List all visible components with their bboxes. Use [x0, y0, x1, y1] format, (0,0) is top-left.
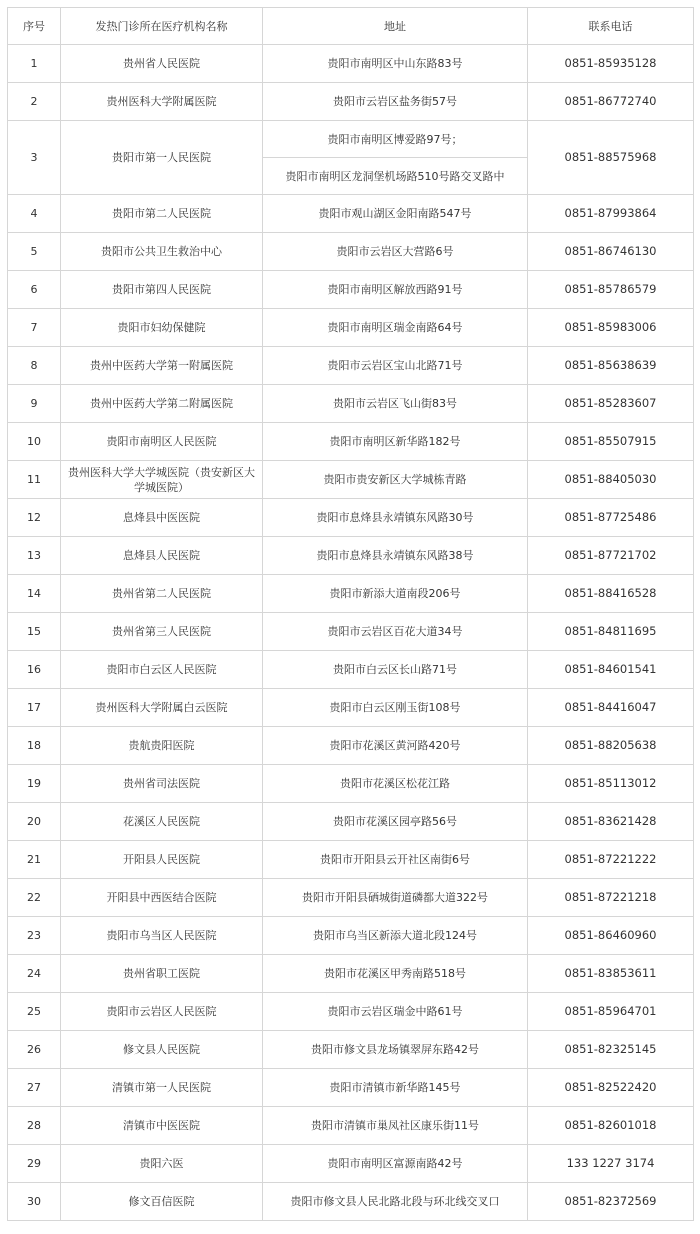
table-row — [8, 689, 694, 727]
row-serial-number: 2 — [8, 83, 61, 121]
row-serial-number: 25 — [8, 993, 61, 1031]
row-serial-number: 3 — [8, 121, 61, 195]
row-serial-number: 5 — [8, 233, 61, 271]
row-hospital-name: 贵阳市乌当区人民医院 — [61, 917, 263, 955]
row-address: 贵阳市清镇市新华路145号 — [263, 1069, 528, 1107]
table-row — [8, 613, 694, 651]
row-hospital-name: 贵州医科大学附属白云医院 — [61, 689, 263, 727]
table-row — [8, 1031, 694, 1069]
row-hospital-name: 贵州省第二人民医院 — [61, 575, 263, 613]
row-hospital-name: 贵州医科大学附属医院 — [61, 83, 263, 121]
row-serial-number: 10 — [8, 423, 61, 461]
table-row — [8, 461, 694, 499]
row-phone: 0851-88416528 — [528, 575, 694, 613]
row-phone: 0851-87993864 — [528, 195, 694, 233]
table-row — [8, 83, 694, 121]
row-address: 贵阳市云岩区宝山北路71号 — [263, 347, 528, 385]
row-serial-number: 9 — [8, 385, 61, 423]
row-address: 贵阳市云岩区盐务街57号 — [263, 83, 528, 121]
row-address: 贵阳市南明区博爱路97号； — [263, 121, 528, 158]
row-hospital-name: 贵阳市南明区人民医院 — [61, 423, 263, 461]
row-phone: 0851-85983006 — [528, 309, 694, 347]
row-serial-number: 8 — [8, 347, 61, 385]
row-serial-number: 17 — [8, 689, 61, 727]
table-row — [8, 651, 694, 689]
table-row — [8, 423, 694, 461]
row-address: 贵阳市观山湖区金阳南路547号 — [263, 195, 528, 233]
row-phone: 0851-82325145 — [528, 1031, 694, 1069]
row-hospital-name: 息烽县人民医院 — [61, 537, 263, 575]
table-row — [8, 1145, 694, 1183]
row-serial-number: 28 — [8, 1107, 61, 1145]
row-hospital-name: 贵州医科大学大学城医院（贵安新区大学城医院） — [61, 461, 263, 499]
table-row — [8, 993, 694, 1031]
header-phone: 联系电话 — [528, 8, 694, 45]
table-row — [8, 121, 694, 158]
row-address: 贵阳市息烽县永靖镇东风路38号 — [263, 537, 528, 575]
row-address: 贵阳市白云区刚玉街108号 — [263, 689, 528, 727]
row-serial-number: 23 — [8, 917, 61, 955]
row-address: 贵阳市息烽县永靖镇东风路30号 — [263, 499, 528, 537]
row-hospital-name: 开阳县中西医结合医院 — [61, 879, 263, 917]
table-row — [8, 385, 694, 423]
row-serial-number: 24 — [8, 955, 61, 993]
row-serial-number: 21 — [8, 841, 61, 879]
row-serial-number: 30 — [8, 1183, 61, 1221]
row-hospital-name: 开阳县人民医院 — [61, 841, 263, 879]
row-serial-number: 19 — [8, 765, 61, 803]
row-hospital-name: 清镇市第一人民医院 — [61, 1069, 263, 1107]
row-address: 贵阳市开阳县硒城街道磷都大道322号 — [263, 879, 528, 917]
table-row — [8, 765, 694, 803]
row-phone: 0851-85113012 — [528, 765, 694, 803]
table-row — [8, 499, 694, 537]
row-address: 贵阳市南明区富源南路42号 — [263, 1145, 528, 1183]
row-address: 贵阳市白云区长山路71号 — [263, 651, 528, 689]
row-address: 贵阳市清镇市巢凤社区康乐街11号 — [263, 1107, 528, 1145]
table-row — [8, 575, 694, 613]
row-serial-number: 1 — [8, 45, 61, 83]
row-address: 贵阳市南明区新华路182号 — [263, 423, 528, 461]
table-row — [8, 917, 694, 955]
row-serial-number: 6 — [8, 271, 61, 309]
table-row — [8, 1069, 694, 1107]
fever-clinic-table — [7, 7, 694, 1221]
row-serial-number: 18 — [8, 727, 61, 765]
row-hospital-name: 贵州中医药大学第一附属医院 — [61, 347, 263, 385]
row-address: 贵阳市南明区解放西路91号 — [263, 271, 528, 309]
header-hospital-name: 发热门诊所在医疗机构名称 — [61, 8, 263, 45]
row-hospital-name: 贵阳市第二人民医院 — [61, 195, 263, 233]
table-row — [8, 347, 694, 385]
row-phone: 0851-88575968 — [528, 121, 694, 195]
row-address: 贵阳市云岩区飞山街83号 — [263, 385, 528, 423]
row-hospital-name: 贵阳市妇幼保健院 — [61, 309, 263, 347]
table-row — [8, 1107, 694, 1145]
row-address: 贵阳市花溪区黄河路420号 — [263, 727, 528, 765]
row-hospital-name: 贵阳市第一人民医院 — [61, 121, 263, 195]
row-phone: 0851-84416047 — [528, 689, 694, 727]
row-hospital-name: 花溪区人民医院 — [61, 803, 263, 841]
header-address: 地址 — [263, 8, 528, 45]
table-row — [8, 727, 694, 765]
row-hospital-name: 贵阳市第四人民医院 — [61, 271, 263, 309]
row-hospital-name: 贵州省人民医院 — [61, 45, 263, 83]
row-phone: 0851-86772740 — [528, 83, 694, 121]
row-address: 贵阳市修文县人民北路北段与环北线交叉口 — [263, 1183, 528, 1221]
row-address: 贵阳市乌当区新添大道北段124号 — [263, 917, 528, 955]
table-row — [8, 195, 694, 233]
row-phone: 0851-87721702 — [528, 537, 694, 575]
row-address: 贵阳市南明区龙洞堡机场路510号路交叉路中 — [263, 158, 528, 195]
row-hospital-name: 贵州省第三人民医院 — [61, 613, 263, 651]
row-hospital-name: 贵阳市白云区人民医院 — [61, 651, 263, 689]
row-phone: 0851-85283607 — [528, 385, 694, 423]
row-serial-number: 20 — [8, 803, 61, 841]
row-serial-number: 22 — [8, 879, 61, 917]
table-row — [8, 955, 694, 993]
row-phone: 0851-83621428 — [528, 803, 694, 841]
row-phone: 133 1227 3174 — [528, 1145, 694, 1183]
table-body — [8, 45, 694, 1221]
row-phone: 0851-87725486 — [528, 499, 694, 537]
fever-clinic-table-container — [7, 7, 693, 1221]
row-address: 贵阳市南明区瑞金南路64号 — [263, 309, 528, 347]
row-address: 贵阳市云岩区百花大道34号 — [263, 613, 528, 651]
row-serial-number: 16 — [8, 651, 61, 689]
row-phone: 0851-85507915 — [528, 423, 694, 461]
table-row — [8, 537, 694, 575]
row-address: 贵阳市花溪区甲秀南路518号 — [263, 955, 528, 993]
row-serial-number: 26 — [8, 1031, 61, 1069]
row-hospital-name: 贵州中医药大学第二附属医院 — [61, 385, 263, 423]
header-serial-number: 序号 — [8, 8, 61, 45]
row-hospital-name: 贵州省司法医院 — [61, 765, 263, 803]
row-phone: 0851-84601541 — [528, 651, 694, 689]
table-header-row — [8, 8, 694, 45]
row-serial-number: 12 — [8, 499, 61, 537]
row-hospital-name: 贵航贵阳医院 — [61, 727, 263, 765]
row-phone: 0851-82522420 — [528, 1069, 694, 1107]
row-phone: 0851-85786579 — [528, 271, 694, 309]
row-serial-number: 7 — [8, 309, 61, 347]
row-address: 贵阳市开阳县云开社区南街6号 — [263, 841, 528, 879]
row-serial-number: 4 — [8, 195, 61, 233]
row-hospital-name: 贵州省职工医院 — [61, 955, 263, 993]
row-phone: 0851-85964701 — [528, 993, 694, 1031]
row-address: 贵阳市云岩区大营路6号 — [263, 233, 528, 271]
row-address: 贵阳市修文县龙场镇翠屏东路42号 — [263, 1031, 528, 1069]
row-phone: 0851-86460960 — [528, 917, 694, 955]
row-address: 贵阳市云岩区瑞金中路61号 — [263, 993, 528, 1031]
row-hospital-name: 息烽县中医医院 — [61, 499, 263, 537]
row-phone: 0851-87221218 — [528, 879, 694, 917]
row-address: 贵阳市花溪区园亭路56号 — [263, 803, 528, 841]
table-row — [8, 309, 694, 347]
row-phone: 0851-82372569 — [528, 1183, 694, 1221]
row-serial-number: 11 — [8, 461, 61, 499]
row-phone: 0851-87221222 — [528, 841, 694, 879]
row-phone: 0851-83853611 — [528, 955, 694, 993]
row-phone: 0851-85638639 — [528, 347, 694, 385]
row-address: 贵阳市贵安新区大学城栋青路 — [263, 461, 528, 499]
row-address: 贵阳市花溪区松花江路 — [263, 765, 528, 803]
row-hospital-name: 贵阳市云岩区人民医院 — [61, 993, 263, 1031]
row-address: 贵阳市南明区中山东路83号 — [263, 45, 528, 83]
table-row — [8, 803, 694, 841]
table-row — [8, 233, 694, 271]
table-row — [8, 841, 694, 879]
table-row — [8, 879, 694, 917]
row-hospital-name: 贵阳市公共卫生救治中心 — [61, 233, 263, 271]
row-address: 贵阳市新添大道南段206号 — [263, 575, 528, 613]
row-serial-number: 14 — [8, 575, 61, 613]
table-row — [8, 45, 694, 83]
row-hospital-name: 修文百信医院 — [61, 1183, 263, 1221]
table-row — [8, 271, 694, 309]
row-serial-number: 29 — [8, 1145, 61, 1183]
row-hospital-name: 修文县人民医院 — [61, 1031, 263, 1069]
row-phone: 0851-82601018 — [528, 1107, 694, 1145]
row-phone: 0851-84811695 — [528, 613, 694, 651]
row-hospital-name: 贵阳六医 — [61, 1145, 263, 1183]
row-hospital-name: 清镇市中医医院 — [61, 1107, 263, 1145]
row-phone: 0851-88405030 — [528, 461, 694, 499]
row-serial-number: 27 — [8, 1069, 61, 1107]
table-row — [8, 1183, 694, 1221]
row-phone: 0851-86746130 — [528, 233, 694, 271]
row-phone: 0851-88205638 — [528, 727, 694, 765]
row-serial-number: 13 — [8, 537, 61, 575]
row-serial-number: 15 — [8, 613, 61, 651]
row-phone: 0851-85935128 — [528, 45, 694, 83]
